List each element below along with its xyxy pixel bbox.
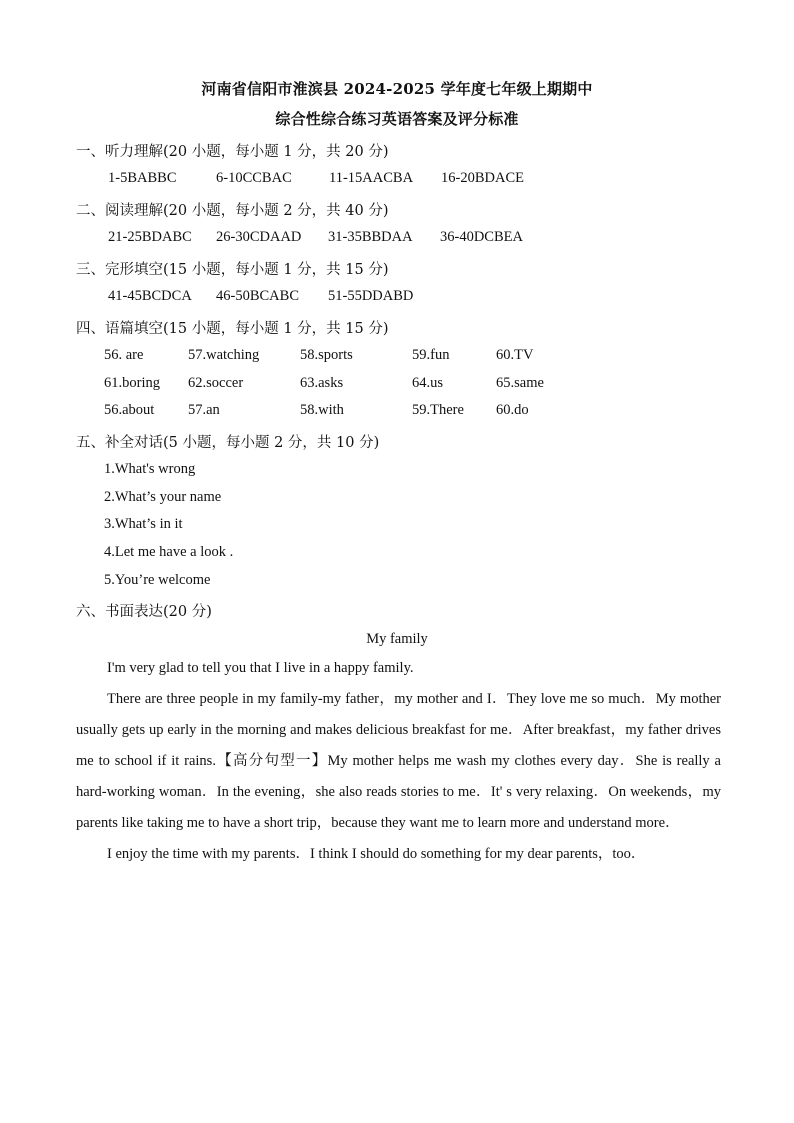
fill-answer: 57.watching [188,347,260,363]
fill-answer: 64.us [412,375,444,391]
dialogue-answer: 2.What’s your name [104,489,222,505]
dialogue-answer: 3.What’s in it [104,516,183,532]
answer-group: 46-50BCABC [216,288,299,304]
fill-answer: 60.TV [496,347,534,363]
fill-answer: 61.boring [104,375,160,391]
dialogue-answer: 4.Let me have a look . [104,544,234,560]
essay-paragraph: There are three people in my family-my father，my mother and I．They love me so much．My mother usually gets up early in the morning and makes delicious breakfast for me．After breakfast，my father drives me to school if it rains.【高分句型一】My mother helps me wash my clothes every day．She is really a hard-working woman．In the evening，she also reads stories to me．It' s very relaxing．On weekends，my parents like taking me to have a short trip，because they want me to learn more and understand more． [76,691,721,831]
answer-group: 31-35BBDAA [328,229,413,245]
section-dialogue-heading: 五、补全对话(5 小题，每小题 2 分，共 10 分) [76,435,380,451]
section-writing-heading: 六、书面表达(20 分) [76,604,212,620]
section-text-fill-heading: 四、语篇填空(15 小题，每小题 1 分，共 15 分) [76,321,389,337]
fill-answer: 62.soccer [188,375,244,391]
dialogue-answer: 1.What's wrong [104,461,196,477]
fill-answer: 58.with [300,402,344,418]
essay-paragraph: I enjoy the time with my parents．I think I should do something for my dear parents，too． [107,846,646,862]
answer-group: 41-45BCDCA [108,288,192,304]
answer-group: 21-25BDABC [108,229,192,245]
fill-answer: 63.asks [300,375,344,391]
essay-paragraph: I'm very glad to tell you that I live in a happy family. [107,660,414,676]
fill-answer: 58.sports [300,347,353,363]
answer-group: 11-15AACBA [329,170,414,186]
section-reading-heading: 二、阅读理解(20 小题，每小题 2 分，共 40 分) [76,203,389,219]
answer-group: 51-55DDABD [328,288,414,304]
section-cloze-heading: 三、完形填空(15 小题，每小题 1 分，共 15 分) [76,262,389,278]
dialogue-answer: 5.You’re welcome [104,572,211,588]
answer-group: 6-10CCBAC [216,170,292,186]
essay-title: My family [366,631,428,647]
fill-answer: 65.same [496,375,544,391]
essay-body [76,653,721,870]
fill-answer: 56.about [104,402,155,418]
section-listening-answers [108,170,524,187]
document-subtitle: 综合性综合练习英语答案及评分标准 [275,110,519,128]
fill-answer: 60.do [496,402,529,418]
fill-answer: 56. are [104,347,144,363]
section-listening-heading: 一、听力理解(20 小题，每小题 1 分，共 20 分) [76,144,389,160]
section-reading-answers [108,229,523,246]
section-cloze-answers [108,288,413,305]
answer-group: 36-40DCBEA [440,229,523,245]
answer-group: 1-5BABBC [108,170,177,186]
fill-answer: 59.There [412,402,464,418]
fill-answer: 57.an [188,402,220,418]
answer-group: 16-20BDACE [441,170,524,186]
fill-answer: 59.fun [412,347,450,363]
answer-group: 26-30CDAAD [216,229,302,245]
document-title: 河南省信阳市淮滨县 2024-2025 学年度七年级上期期中 [201,80,593,98]
